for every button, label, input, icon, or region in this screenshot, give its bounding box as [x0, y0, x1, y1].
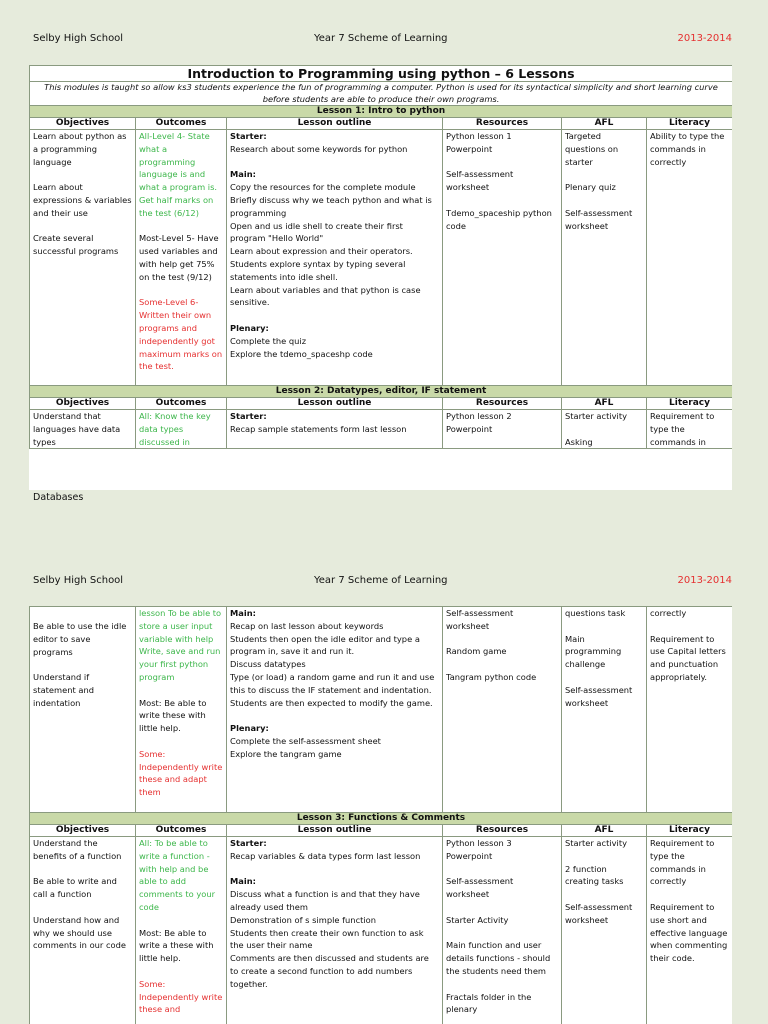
main-step: Type (or load) a random game and run it and use this to discuss the IF statement and indentation. [230, 671, 435, 695]
outcome-some: Some: Independently write these and [139, 978, 223, 1015]
afl-item: Self-assessment worksheet [565, 684, 633, 708]
lesson2-row-cont [30, 607, 733, 813]
objective: Be able to write and call a function [33, 876, 117, 900]
col-literacy: Literacy [647, 118, 733, 130]
lesson1-afl [562, 130, 647, 386]
col-lesson-outline: Lesson outline [227, 118, 443, 130]
col-resources: Resources [443, 825, 562, 837]
main-heading: Main: [230, 876, 256, 887]
lesson2-literacy-cont [647, 607, 733, 813]
afl-item: Asking [565, 436, 593, 447]
main-step: Students then create their own function to ask the user their name [230, 927, 424, 951]
starter-heading: Starter: [230, 411, 267, 421]
lesson1-objectives [30, 130, 136, 386]
afl-item: Main programming challenge [565, 633, 622, 670]
col-lesson-outline: Lesson outline [227, 825, 443, 837]
resource: Powerpoint [446, 423, 493, 434]
afl-item: Starter activity [565, 411, 628, 421]
lesson2-afl [562, 410, 647, 449]
literacy-item: Requirement to use short and effective language when commenting their code. [650, 901, 728, 964]
page2-sheet [29, 606, 732, 1024]
outcome-all: All: To be able to write a function - with help and be able to add comments to your code [139, 838, 216, 912]
main-step: Open and us idle shell to create their first program "Hello World" [230, 220, 403, 244]
resource: Starter Activity [446, 914, 509, 925]
main-step: Recap on last lesson about keywords [230, 620, 384, 631]
lesson3-row [30, 837, 733, 1024]
lesson1-resources [443, 130, 562, 386]
main-step: Discuss datatypes [230, 659, 306, 670]
course-intro: This modules is taught so allow ks3 students experience the fun of programming a computer. Python is used for its syntactical simplicity and short learning curve before students are able to produce their own programs. [30, 82, 733, 106]
lesson2-literacy: Requirement to type the commands in [647, 410, 733, 449]
objective: Be able to use the idle editor to save programs [33, 621, 127, 657]
plenary-step: Complete the quiz [230, 335, 307, 346]
outcome-all: All-Level 4- State what a programming language is and what a program is. Get half marks on the test (6/12) [139, 131, 218, 218]
resource: Self-assessment worksheet [446, 876, 514, 900]
resource: Tangram python code [446, 671, 537, 682]
resource: Powerpoint [446, 850, 493, 861]
lesson3-outline [227, 837, 443, 1024]
resource: Python lesson 1 [446, 131, 512, 141]
plenary-step: Explore the tangram game [230, 748, 342, 759]
starter-text: Recap sample statements form last lesson [230, 423, 407, 434]
resource: Tdemo_spaceship python code [446, 207, 552, 231]
plenary-step: Complete the self-assessment sheet [230, 735, 381, 746]
objective: Learn about python as a programming language [33, 131, 127, 167]
lesson1-literacy: Ability to type the commands in correctly [647, 130, 733, 386]
lesson3-title: Lesson 3: Functions & Comments [30, 813, 733, 825]
starter-heading: Starter: [230, 131, 267, 141]
afl-item: Starter activity [565, 838, 628, 848]
afl-item: 2 function creating tasks [565, 863, 624, 887]
col-objectives: Objectives [30, 118, 136, 130]
outcome-some: Some: Independently write these and adapt them [139, 748, 223, 798]
school-year: 2013-2014 [677, 33, 732, 44]
main-heading: Main: [230, 169, 256, 180]
main-step: Copy the resources for the complete module [230, 182, 416, 193]
lesson1-outcomes [136, 130, 227, 386]
objective: Create several successful programs [33, 233, 119, 257]
col-outcomes: Outcomes [136, 825, 227, 837]
resource: Python lesson 3 [446, 838, 512, 848]
plenary-step: Explore the tdemo_spaceshp code [230, 348, 373, 359]
lesson2-row-start [30, 410, 733, 449]
col-outcomes: Outcomes [136, 398, 227, 410]
col-afl: AFL [562, 825, 647, 837]
lesson3-outcomes [136, 837, 227, 1024]
starter-text: Recap variables & data types form last lesson [230, 850, 421, 861]
resource: Main function and user details functions - should the students need them [446, 940, 551, 976]
scheme-table-page2 [29, 606, 732, 1024]
main-step: Students then open the idle editor and type a program in, save it and run it. [230, 633, 420, 657]
main-step: Demonstration of s simple function [230, 914, 377, 925]
lesson2-outline-cont [227, 607, 443, 813]
main-heading: Main: [230, 608, 256, 618]
outcome-most: Most: Be able to write a these with little help. [139, 927, 214, 964]
lesson1-title: Lesson 1: Intro to python [30, 106, 733, 118]
col-resources: Resources [443, 398, 562, 410]
lesson2-resources-cont [443, 607, 562, 813]
page1-footer-word: Databases [33, 492, 84, 503]
resource: Powerpoint [446, 143, 493, 154]
col-resources: Resources [443, 118, 562, 130]
col-literacy: Literacy [647, 825, 733, 837]
document-title: Year 7 Scheme of Learning [314, 575, 448, 586]
main-step: Discuss what a function is and that they have already used them [230, 889, 420, 912]
document-title: Year 7 Scheme of Learning [314, 33, 448, 44]
main-step: Students are then expected to modify the game. [230, 697, 433, 708]
lesson2-afl-cont [562, 607, 647, 813]
lesson2-objectives: Understand that languages have data types [30, 410, 136, 449]
lesson1-outline [227, 130, 443, 386]
afl-item: Targeted questions on starter [565, 131, 619, 167]
lesson2-resources [443, 410, 562, 449]
col-literacy: Literacy [647, 398, 733, 410]
plenary-heading: Plenary: [230, 723, 269, 734]
main-step: Comments are then discussed and students are to create a second function to add numbers together. [230, 953, 429, 989]
afl-item: questions task [565, 608, 626, 618]
resource: Self-assessment worksheet [446, 169, 514, 193]
course-title: Introduction to Programming using python – 6 Lessons [30, 66, 733, 82]
lesson2-outline [227, 410, 443, 449]
col-afl: AFL [562, 398, 647, 410]
afl-item: Self-assessment worksheet [565, 901, 633, 925]
objective: Understand if statement and indentation [33, 672, 94, 708]
objective: Learn about expressions & variables and their use [33, 182, 132, 218]
afl-item: Self-assessment worksheet [565, 207, 633, 231]
main-step: Students explore syntax by typing several statements into idle shell. [230, 258, 406, 282]
literacy-item: correctly [650, 608, 687, 618]
lesson3-literacy [647, 837, 733, 1024]
main-step: Learn about expression and their operators. [230, 246, 413, 257]
scheme-table-page1 [29, 65, 732, 449]
school-name: Selby High School [33, 33, 124, 44]
col-afl: AFL [562, 118, 647, 130]
school-name: Selby High School [33, 575, 124, 586]
lesson2-outcomes-cont [136, 607, 227, 813]
starter-heading: Starter: [230, 838, 267, 848]
plenary-heading: Plenary: [230, 322, 269, 333]
lesson1-row [30, 130, 733, 386]
school-year: 2013-2014 [677, 575, 732, 586]
col-lesson-outline: Lesson outline [227, 398, 443, 410]
col-objectives: Objectives [30, 825, 136, 837]
outcome-most: Most: Be able to write these with little help. [139, 697, 207, 734]
outcome-some: Some-Level 6- Written their own programs and independently got maximum marks on the test. [139, 297, 223, 372]
col-objectives: Objectives [30, 398, 136, 410]
lesson3-afl [562, 837, 647, 1024]
outcome-all: lesson To be able to store a user input variable with help Write, save and run your first python program [139, 608, 222, 682]
objective: Understand how and why we should use comments in our code [33, 914, 126, 951]
outcome-most: Most-Level 5- Have used variables and with help get 75% on the test (9/12) [139, 233, 219, 282]
literacy-item: Requirement to use Capital letters and punctuation appropriately. [650, 633, 726, 682]
main-step: Briefly discuss why we teach python and what is programming [230, 194, 432, 218]
resource: Fractals folder in the plenary [446, 991, 532, 1015]
literacy-item: Requirement to type the commands in correctly [650, 838, 715, 887]
lesson2-title: Lesson 2: Datatypes, editor, IF statement [30, 386, 733, 398]
lesson3-objectives [30, 837, 136, 1024]
resource: Self-assessment worksheet [446, 608, 514, 631]
col-outcomes: Outcomes [136, 118, 227, 130]
lesson2-outcome-all: All: Know the key data types discussed in [136, 410, 227, 449]
resource: Random game [446, 646, 507, 657]
lesson2-objectives-cont [30, 607, 136, 813]
resource: Python lesson 2 [446, 411, 512, 421]
lesson3-resources [443, 837, 562, 1024]
main-step: Learn about variables and that python is case sensitive. [230, 284, 421, 308]
afl-item: Plenary quiz [565, 182, 616, 193]
page1-sheet [29, 65, 732, 490]
starter-text: Research about some keywords for python [230, 143, 408, 154]
objective: Understand the benefits of a function [33, 838, 122, 861]
